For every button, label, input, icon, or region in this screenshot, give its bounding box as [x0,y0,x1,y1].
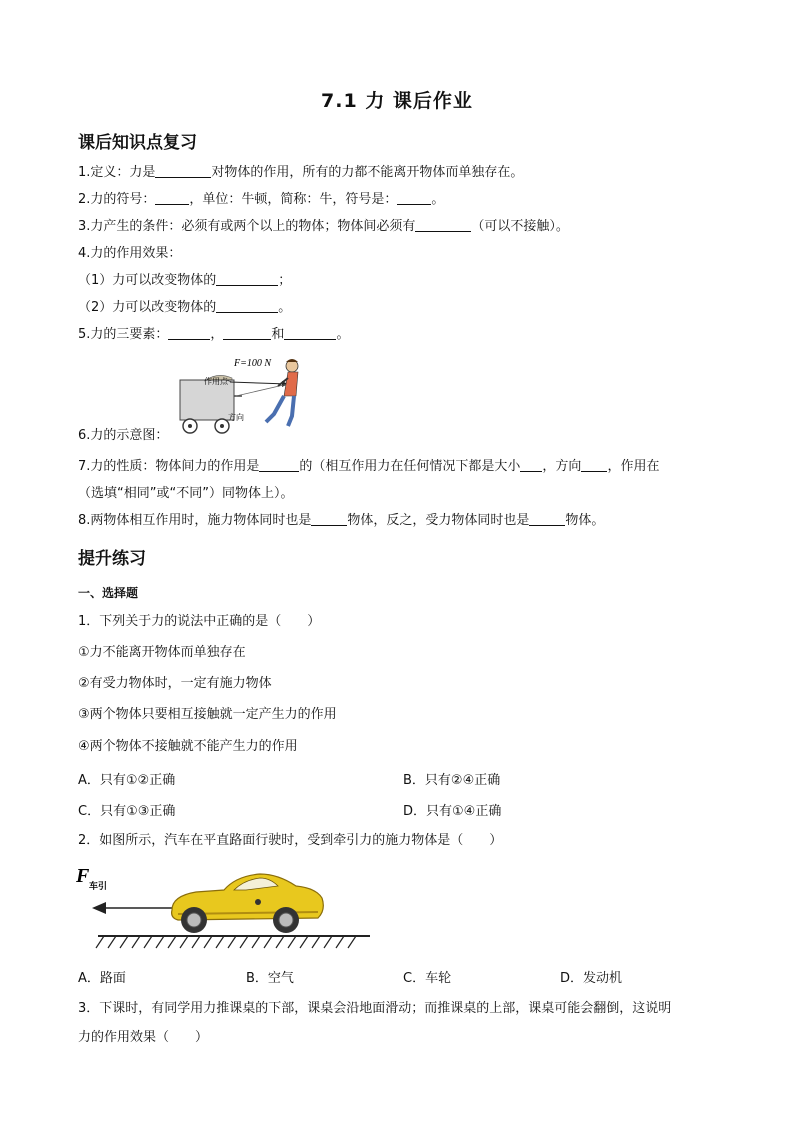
q2-option-d[interactable]: D．发动机 [560,971,623,986]
text: 物体，反之，受力物体同时也是 [347,513,530,528]
text: 2.力的符号： [78,192,156,207]
hatch-mark [264,936,272,948]
item-3 [78,217,569,237]
q1-option-a[interactable]: A．只有①②正确 [78,773,176,788]
force-label: F=100 N [234,358,272,369]
force-symbol: F [76,865,90,887]
answer-blank [520,458,542,472]
answer-blank [223,326,271,340]
q2-option-b[interactable]: B．空气 [246,971,294,986]
q1-statement-4: ④两个物体不接触就不能产生力的作用 [78,739,298,754]
item-7 [78,457,659,477]
answer-blank [529,512,565,526]
item-6: 6.力的示意图： [78,428,169,443]
item-4-2 [78,298,291,318]
answer-blank [216,272,278,286]
q3-stem-line2: 力的作用效果（ ） [78,1030,209,1045]
person-hair [286,359,298,362]
text: 1.定义：力是 [78,165,156,180]
hatch-mark [228,936,236,948]
q1-option-d[interactable]: D．只有①④正确 [403,804,502,819]
hatch-mark [156,936,164,948]
cart-body [180,380,234,420]
answer-blank [415,218,471,232]
subsection-choice: 一、选择题 [78,586,139,600]
force-subscript: 车引 [89,882,108,892]
q1-stem: 1．下列关于力的说法中正确的是（ ） [78,614,321,629]
force-diagram-figure [176,352,308,438]
person-leg [288,396,294,426]
text: ； [278,273,292,288]
wheel-rim [187,913,201,927]
q2-option-a[interactable]: A．路面 [78,971,126,986]
item-7-cont: （选填“相同”或“不同”）同物体上）。 [78,486,294,501]
point-label: 作用点 [204,377,228,386]
answer-blank [155,164,211,178]
rope [236,384,288,396]
item-4-1 [78,271,291,291]
wheel-hub [220,424,224,428]
text: ，方向 [542,459,582,474]
hatch-mark [348,936,356,948]
item-2 [78,190,444,210]
answer-blank [311,512,347,526]
item-5 [78,325,349,345]
text: 对物体的作用，所有的力都不能离开物体而单独存在。 [211,165,524,180]
text: 8.两物体相互作用时，施力物体同时也是 [78,513,312,528]
text: 的（相互作用力在任何情况下都是大小 [299,459,521,474]
section-heading-practice: 提升练习 [78,549,146,569]
item-1 [78,163,523,183]
hatch-mark [168,936,176,948]
answer-blank [168,326,210,340]
person-shirt [284,372,298,396]
item-8 [78,511,604,531]
text: ， [210,327,224,342]
hatch-mark [132,936,140,948]
text: ，单位：牛顿，简称：牛，符号是： [189,192,398,207]
answer-blank [216,299,278,313]
hatch-mark [336,936,344,948]
wheel-hub [188,424,192,428]
answer-blank [259,458,299,472]
text: 7.力的性质：物体间力的作用是 [78,459,260,474]
text: 。 [336,327,350,342]
hatch-mark [324,936,332,948]
hatch-mark [300,936,308,948]
q2-stem: 2．如图所示，汽车在平直路面行驶时，受到牵引力的施力物体是（ ） [78,833,503,848]
text: 。 [431,192,445,207]
hatch-mark [144,936,152,948]
hatch-mark [96,936,104,948]
text: 和 [271,327,285,342]
text: 5.力的三要素： [78,327,169,342]
hatch-mark [180,936,188,948]
text: 3.力产生的条件：必须有或两个以上的物体；物体间必须有 [78,219,416,234]
hatch-mark [240,936,248,948]
wheel-rim [279,913,293,927]
hatch-mark [192,936,200,948]
q3-stem-line1: 3．下课时，有同学用力推课桌的下部，课桌会沿地面滑动；而推课桌的上部，课桌可能会翻倒，这说明 [78,1001,672,1016]
text: 。 [278,300,292,315]
q2-option-c[interactable]: C．车轮 [403,971,452,986]
section-heading-review: 课后知识点复习 [78,133,197,153]
item-4: 4.力的作用效果： [78,246,182,261]
hatch-mark [216,936,224,948]
hatch-mark [276,936,284,948]
text: （可以不接触）。 [471,219,569,234]
car-door-handle [255,899,261,905]
hatch-mark [108,936,116,948]
answer-blank [397,191,431,205]
text: 物体。 [565,513,605,528]
q1-statement-1: ①力不能离开物体而单独存在 [78,645,246,660]
hatch-mark [312,936,320,948]
traction-arrow-head [92,902,106,914]
answer-blank [155,191,189,205]
page-title: 7.1 力 课后作业 [321,90,473,112]
direction-label: 方向 [228,413,244,422]
text: ，作用在 [607,459,660,474]
hatch-mark [204,936,212,948]
hatch-mark [120,936,128,948]
text: （2）力可以改变物体的 [78,300,217,315]
q1-option-c[interactable]: C．只有①③正确 [78,804,176,819]
ground-hatching [96,936,356,948]
hatch-mark [288,936,296,948]
person-leg [266,396,284,422]
answer-blank [284,326,336,340]
q1-option-b[interactable]: B．只有②④正确 [403,773,501,788]
q1-statement-3: ③两个物体只要相互接触就一定产生力的作用 [78,707,337,722]
q1-statement-2: ②有受力物体时，一定有施力物体 [78,676,272,691]
hatch-mark [252,936,260,948]
text: （1）力可以改变物体的 [78,273,217,288]
answer-blank [581,458,607,472]
car-traction-figure [74,858,374,956]
